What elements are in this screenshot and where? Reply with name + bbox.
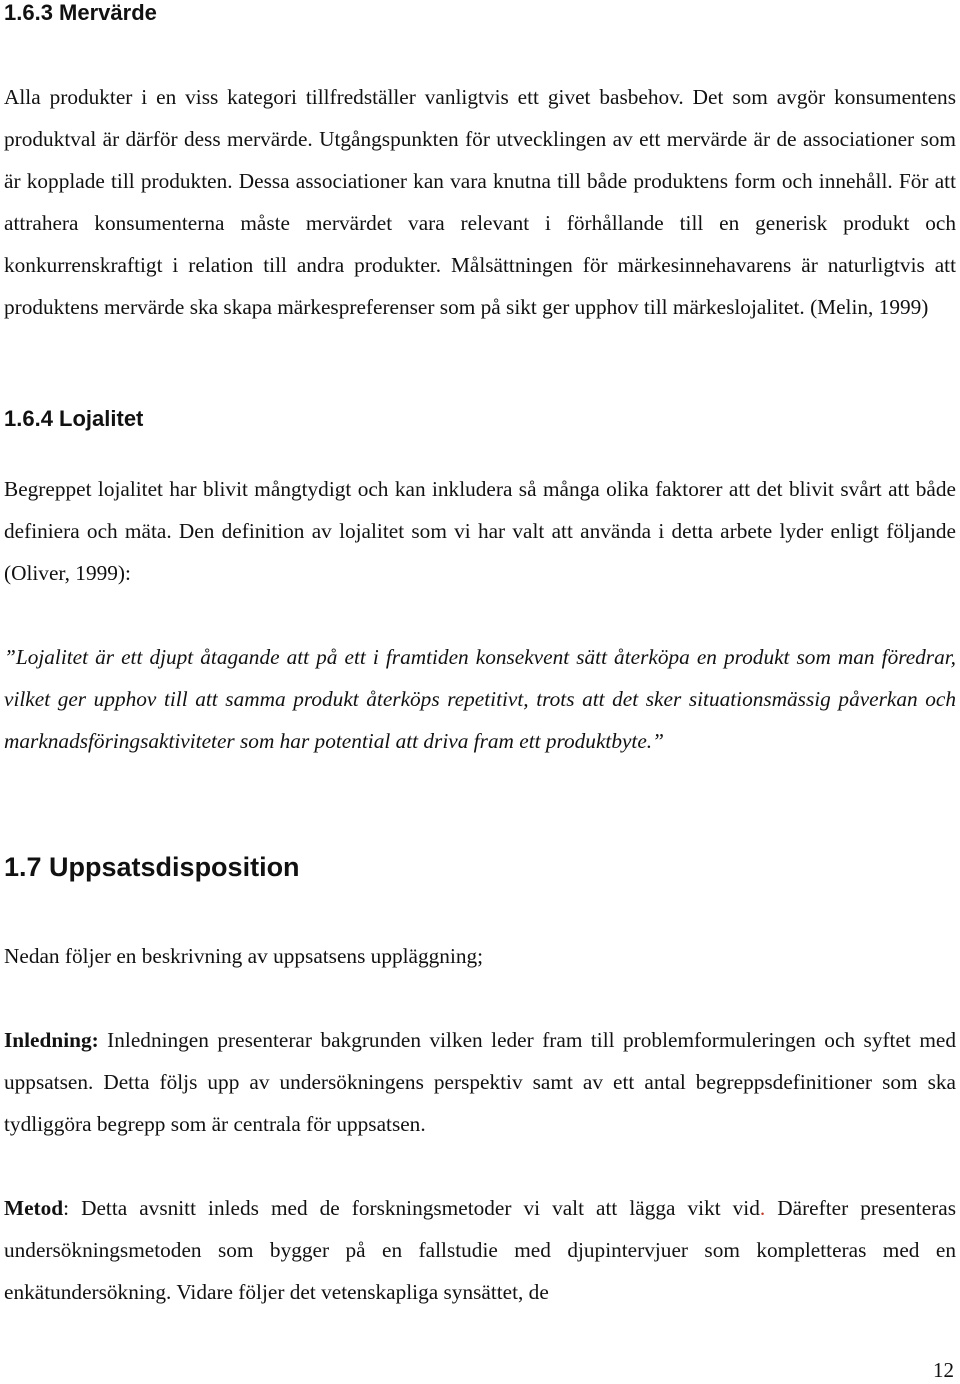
- paragraph-lojalitet: Begreppet lojalitet har blivit mångtydigt och kan inkludera så många olika faktorer att det blivit svårt att både definiera och mäta. Den definition av lojalitet som vi har valt att använda i detta arbete lyder enligt följande (Oliver, 1999):: [4, 477, 956, 585]
- metod-label: Metod: [4, 1196, 64, 1220]
- section-heading-lojalitet: 1.6.4 Lojalitet: [4, 406, 144, 431]
- paragraph-inledning: [4, 1019, 956, 1145]
- paragraph-mervarde: Alla produkter i en viss kategori tillfredställer vanligtvis ett givet basbehov. Det som avgör konsumentens produktval är därför dess mervärde. Utgångspunkten för utvecklingen av ett mervärde är de associationer som är kopplade till produkten. Dessa associationer kan vara knutna till både produktens form och innehåll. För att attrahera konsumenterna måste mervärdet vara relevant i förhållande till en generisk produkt och konkurrenskraftigt i relation till andra produkter. Målsättningen för märkesinnehavarens är naturligtvis att produktens mervärde ska skapa märkespreferenser som på sikt ger upphov till märkeslojalitet. (Melin, 1999): [4, 85, 956, 319]
- page-number: 12: [933, 1358, 954, 1382]
- section-heading-mervarde: 1.6.3 Mervärde: [4, 0, 157, 25]
- section-heading-uppsatsdisposition: 1.7 Uppsatsdisposition: [4, 852, 300, 882]
- inledning-label: Inledning:: [4, 1028, 99, 1052]
- paragraph-disposition-intro: Nedan följer en beskrivning av uppsatsens uppläggning;: [4, 944, 484, 968]
- metod-text-part-2: Därefter presenteras undersökningsmetoden som bygger på en fallstudie med djupintervjuer som kompletteras med en enkätundersökning. Vidare följer det vetenskapliga synsättet, de: [4, 1196, 956, 1304]
- metod-red-dot: .: [759, 1196, 766, 1220]
- metod-text-part-1: : Detta avsnitt inleds med de forskningsmetoder vi valt att lägga vikt vid: [63, 1196, 760, 1220]
- paragraph-metod: [4, 1187, 956, 1313]
- inledning-text: Inledningen presenterar bakgrunden vilken leder fram till problemformuleringen och syftet med uppsatsen. Detta följs upp av undersökningens perspektiv samt av ett antal begreppsdefinitioner som ska tydliggöra begrepp som är centrala för uppsatsen.: [4, 1028, 956, 1136]
- loyalty-definition-quote: ”Lojalitet är ett djupt åtagande att på ett i framtiden konsekvent sätt återköpa en produkt som man föredrar, vilket ger upphov till att samma produkt återköps repetitivt, trots att det sker situationsmässig påverkan och marknadsföringsaktiviteter som har potential att driva fram ett produktbyte.”: [4, 645, 956, 753]
